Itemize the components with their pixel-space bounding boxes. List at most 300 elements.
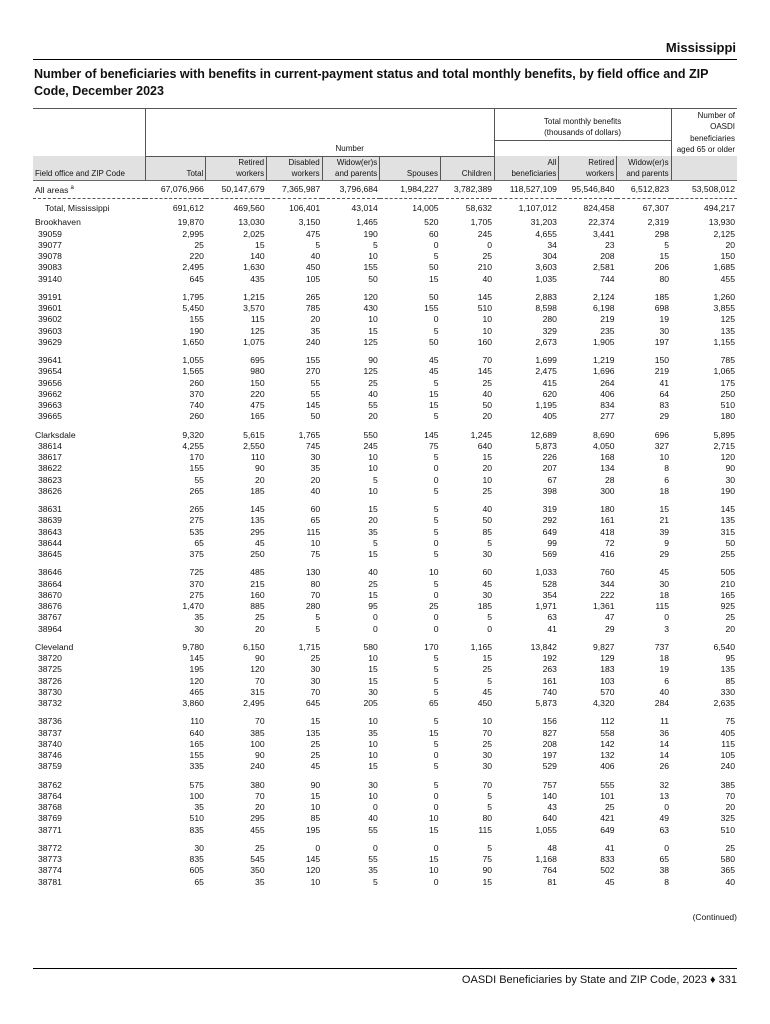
cell-value: 2,124 — [593, 291, 615, 302]
row-label: 38622 — [38, 463, 62, 474]
cell-value: 640 — [477, 440, 493, 451]
cell-value: 145 — [720, 504, 735, 515]
cell-value: 415 — [542, 377, 557, 388]
cell-value: 165 — [189, 738, 204, 749]
row-label: 39078 — [38, 251, 62, 262]
cell-value: 210 — [477, 262, 493, 273]
cell-value: 29 — [604, 623, 615, 634]
cell-value: 5 — [433, 675, 439, 686]
cell-value: 129 — [600, 653, 615, 664]
cell-value: 405 — [720, 727, 735, 738]
cell-value: 5 — [373, 876, 378, 887]
cell-value: 3 — [664, 623, 670, 634]
cell-value: 155 — [189, 463, 204, 474]
col-benefits-widowers: Widow(er)s and parents — [617, 156, 672, 181]
cell-value: 70 — [255, 790, 265, 801]
cell-value: 535 — [189, 526, 204, 537]
cell-value: 25 — [482, 664, 493, 675]
benefits-group-header: Total monthly benefits (thousands of dollars) — [494, 109, 671, 141]
cell-value: 5 — [433, 716, 439, 727]
cell-value: 2,495 — [243, 698, 265, 709]
cell-value: 5 — [373, 537, 378, 548]
cell-value: 1,055 — [535, 824, 557, 835]
cell-value: 15 — [310, 716, 321, 727]
cell-value: 25 — [310, 738, 321, 749]
zip-row — [33, 326, 737, 337]
cell-value: 485 — [250, 567, 265, 578]
cell-value: 264 — [600, 377, 615, 388]
cell-value: 206 — [654, 262, 670, 273]
cell-value: 15 — [368, 761, 378, 772]
cell-value: 3,603 — [535, 262, 557, 273]
cell-value: 240 — [305, 336, 321, 347]
cell-value: 5 — [487, 675, 493, 686]
cell-value: 40 — [368, 813, 378, 824]
col-total: Total — [145, 156, 206, 181]
row-label: 38623 — [38, 474, 62, 485]
cell-value: 1,470 — [182, 601, 204, 612]
bottom-rule — [33, 968, 737, 969]
row-label: 39077 — [38, 239, 62, 250]
cell-value: 90 — [310, 779, 321, 790]
cell-value: 95 — [725, 653, 735, 664]
cell-value: 226 — [542, 452, 557, 463]
cell-value: 180 — [600, 504, 615, 515]
cell-value: 75 — [310, 549, 321, 560]
cell-value: 450 — [477, 698, 493, 709]
cell-value: 0 — [373, 612, 378, 623]
cell-value: 25 — [725, 612, 735, 623]
cell-value: 70 — [482, 355, 493, 366]
zip-row — [33, 813, 737, 824]
cell-value: 550 — [363, 429, 378, 440]
row-label: 39629 — [38, 336, 62, 347]
cell-value: 6,198 — [593, 303, 615, 314]
cell-value: 327 — [654, 440, 670, 451]
cell-value: 6,150 — [243, 641, 265, 652]
zip-row — [33, 274, 737, 285]
page-footer: OASDI Beneficiaries by State and ZIP Code, 2023 ♦ 331 — [461, 974, 737, 986]
cell-value: 14,005 — [412, 203, 439, 214]
cell-value: 745 — [305, 440, 321, 451]
cell-value: 140 — [250, 251, 265, 262]
row-label: 38773 — [38, 854, 62, 865]
cell-value: 3,860 — [182, 698, 204, 709]
zip-row — [33, 549, 737, 560]
cell-value: 85 — [310, 813, 321, 824]
cell-value: 1,705 — [470, 217, 493, 228]
cell-value: 135 — [305, 727, 321, 738]
cell-value: 125 — [363, 336, 378, 347]
cell-value: 25 — [255, 842, 265, 853]
cell-value: 510 — [477, 303, 493, 314]
cell-value: 20 — [725, 623, 735, 634]
cell-value: 145 — [305, 400, 321, 411]
cell-value: 545 — [250, 854, 265, 865]
cell-value: 45 — [659, 567, 670, 578]
cell-value: 115 — [655, 601, 670, 612]
zip-row — [33, 400, 737, 411]
cell-value: 190 — [720, 485, 735, 496]
cell-value: 691,612 — [172, 203, 204, 214]
footnote-marker: a — [70, 185, 74, 191]
cell-value: 67,076,966 — [145, 181, 206, 199]
cell-value: 9,780 — [182, 641, 204, 652]
cell-value: 118,527,109 — [494, 181, 559, 199]
cell-value: 3,796,684 — [322, 181, 380, 199]
cell-value: 696 — [654, 429, 670, 440]
cell-value: 4,050 — [593, 440, 615, 451]
cell-value: 1,055 — [182, 355, 204, 366]
cell-value: 10 — [368, 485, 378, 496]
cell-value: 277 — [600, 411, 615, 422]
cell-value: 5 — [433, 515, 439, 526]
row-label: 39191 — [38, 291, 62, 302]
cell-value: 5 — [373, 239, 378, 250]
cell-value: 50 — [428, 262, 439, 273]
cell-value: 5 — [487, 537, 493, 548]
cell-value: 0 — [664, 612, 670, 623]
cell-value: 9,827 — [593, 641, 615, 652]
cell-value: 35 — [368, 727, 378, 738]
cell-value: 142 — [600, 738, 615, 749]
row-label: 39656 — [38, 377, 62, 388]
cell-value: 25 — [482, 485, 493, 496]
cell-value: 10 — [428, 865, 439, 876]
cell-value: 161 — [600, 515, 615, 526]
row-label: 38781 — [38, 876, 62, 887]
cell-value: 0 — [433, 623, 439, 634]
cell-value: 3,570 — [243, 303, 265, 314]
cell-value: 38 — [659, 865, 670, 876]
row-label: 38762 — [38, 779, 62, 790]
cell-value: 760 — [600, 567, 615, 578]
cell-value: 60 — [310, 504, 321, 515]
col-disabled-workers: Disabled workers — [267, 156, 323, 181]
zip-row — [33, 761, 737, 772]
cell-value: 30 — [194, 623, 204, 634]
cell-value: 430 — [363, 303, 378, 314]
row-label: 39654 — [38, 366, 62, 377]
cell-value: 161 — [542, 675, 557, 686]
cell-value: 19 — [659, 664, 670, 675]
cell-value: 1,715 — [298, 641, 321, 652]
cell-value: 132 — [600, 750, 615, 761]
cell-value: 8 — [664, 463, 670, 474]
cell-value: 260 — [189, 411, 204, 422]
cell-value: 6 — [664, 675, 670, 686]
cell-value: 9,320 — [182, 429, 204, 440]
cell-value: 4,320 — [593, 698, 615, 709]
cell-value: 298 — [654, 228, 670, 239]
row-label: 38769 — [38, 813, 62, 824]
cell-value: 260 — [189, 377, 204, 388]
cell-value: 835 — [189, 824, 204, 835]
cell-value: 5 — [433, 411, 439, 422]
cell-value: 105 — [305, 273, 321, 284]
cell-value: 1,065 — [713, 366, 735, 377]
cell-value: 280 — [305, 601, 321, 612]
cell-value: 13,930 — [708, 217, 735, 228]
cell-value: 11 — [660, 716, 670, 727]
cell-value: 95,546,840 — [559, 181, 617, 199]
cell-value: 0 — [433, 463, 439, 474]
cell-value: 18 — [659, 653, 670, 664]
cell-value: 120 — [720, 452, 735, 463]
row-label: 39641 — [38, 355, 62, 366]
zip-row — [33, 664, 737, 675]
cell-value: 15 — [368, 325, 378, 336]
cell-value: 20 — [255, 474, 265, 485]
cell-value: 250 — [250, 549, 265, 560]
cell-value: 40 — [310, 485, 321, 496]
cell-value: 329 — [542, 325, 557, 336]
cell-value: 90 — [255, 463, 265, 474]
cell-value: 15 — [428, 727, 439, 738]
cell-value: 5 — [315, 612, 321, 623]
cell-value: 39 — [659, 526, 670, 537]
cell-value: 160 — [477, 336, 493, 347]
cell-value: 195 — [189, 664, 204, 675]
cell-value: 8,598 — [535, 303, 557, 314]
zip-row — [33, 601, 737, 612]
cell-value: 15 — [428, 824, 439, 835]
cell-value: 156 — [542, 716, 557, 727]
cell-value: 10 — [368, 716, 378, 727]
cell-value: 270 — [305, 366, 321, 377]
cell-value: 19,870 — [177, 217, 204, 228]
cell-value: 20 — [310, 314, 321, 325]
cell-value: 640 — [542, 813, 557, 824]
cell-value: 744 — [600, 273, 615, 284]
cell-value: 10 — [482, 474, 493, 485]
cell-value: 155 — [363, 262, 378, 273]
cell-value: 740 — [189, 400, 204, 411]
cell-value: 25 — [482, 377, 493, 388]
cell-value: 183 — [600, 664, 615, 675]
cell-value: 20 — [482, 463, 493, 474]
cell-value: 160 — [250, 589, 265, 600]
cell-value: 1,696 — [593, 366, 615, 377]
row-label: 38631 — [38, 504, 62, 515]
cell-value: 90 — [725, 463, 735, 474]
cell-value: 5 — [433, 504, 439, 515]
cell-value: 58,632 — [465, 203, 493, 214]
cell-value: 649 — [600, 824, 615, 835]
zip-row — [33, 687, 737, 698]
row-label: 39662 — [38, 388, 62, 399]
cell-value: 30 — [659, 578, 670, 589]
cell-value: 81 — [547, 876, 557, 887]
cell-value: 2,715 — [713, 440, 735, 451]
cell-value: 145 — [305, 854, 321, 865]
cell-value: 15 — [428, 273, 439, 284]
cell-value: 23 — [604, 239, 615, 250]
cell-value: 10 — [659, 452, 670, 463]
cell-value: 150 — [654, 355, 670, 366]
cell-value: 250 — [720, 388, 735, 399]
cell-value: 25 — [428, 601, 439, 612]
cell-value: 65 — [194, 537, 204, 548]
cell-value: 29 — [659, 549, 670, 560]
zip-row — [33, 579, 737, 590]
zip-row — [33, 348, 737, 366]
zip-row — [33, 802, 737, 813]
cell-value: 30 — [194, 842, 204, 853]
cell-value: 529 — [542, 761, 557, 772]
cell-value: 90 — [368, 355, 378, 366]
cell-value: 5 — [373, 474, 378, 485]
cell-value: 40 — [659, 686, 670, 697]
cell-value: 100 — [250, 738, 265, 749]
cell-value: 0 — [487, 623, 493, 634]
cell-value: 208 — [600, 251, 615, 262]
cell-value: 1,035 — [535, 273, 557, 284]
cell-value: 185 — [654, 291, 670, 302]
cell-value: 30 — [659, 325, 670, 336]
cell-value: 30 — [368, 686, 378, 697]
cell-value: 405 — [542, 411, 557, 422]
cell-value: 0 — [433, 876, 439, 887]
cell-value: 6 — [664, 474, 670, 485]
row-label: 38764 — [38, 790, 62, 801]
cell-value: 319 — [542, 504, 557, 515]
cell-value: 75 — [482, 854, 493, 865]
cell-value: 25 — [310, 750, 321, 761]
cell-value: 35 — [310, 463, 321, 474]
cell-value: 10 — [368, 738, 378, 749]
cell-value: 263 — [542, 664, 557, 675]
cell-value: 170 — [424, 641, 439, 652]
cell-value: 1,219 — [593, 355, 615, 366]
cell-value: 2,475 — [535, 366, 557, 377]
cell-value: 1,685 — [713, 262, 735, 273]
cell-value: 197 — [654, 336, 670, 347]
zip-row — [33, 538, 737, 549]
cell-value: 10 — [368, 314, 378, 325]
cell-value: 1,795 — [182, 291, 204, 302]
cell-value: 3,441 — [593, 228, 615, 239]
cell-value: 510 — [189, 813, 204, 824]
cell-value: 1,033 — [535, 567, 557, 578]
row-label: 38670 — [38, 589, 62, 600]
cell-value: 475 — [305, 228, 321, 239]
cell-value: 10 — [368, 463, 378, 474]
cell-value: 65 — [310, 515, 321, 526]
cell-value: 240 — [720, 761, 735, 772]
cell-value: 30 — [482, 549, 493, 560]
cell-value: 30 — [482, 750, 493, 761]
zip-row — [33, 791, 737, 802]
cell-value: 45 — [482, 578, 493, 589]
cell-value: 385 — [250, 727, 265, 738]
row-label: 39603 — [38, 325, 62, 336]
cell-value: 10 — [482, 716, 493, 727]
cell-value: 145 — [477, 291, 493, 302]
row-label: 39083 — [38, 262, 62, 273]
cell-value: 5 — [433, 779, 439, 790]
cell-value: 145 — [424, 429, 439, 440]
col-widowers: Widow(er)s and parents — [322, 156, 380, 181]
cell-value: 5 — [433, 377, 439, 388]
row-label: All areas $^a$ — [33, 181, 145, 199]
cell-value: 192 — [542, 653, 557, 664]
cell-value: 205 — [363, 698, 378, 709]
cell-value: 0 — [433, 612, 439, 623]
cell-value: 510 — [720, 400, 735, 411]
cell-value: 34 — [547, 239, 557, 250]
cell-value: 5 — [433, 761, 439, 772]
row-label: 39665 — [38, 411, 62, 422]
cell-value: 215 — [250, 578, 265, 589]
row-label: 38759 — [38, 761, 62, 772]
cell-value: 45 — [604, 876, 615, 887]
cell-value: 502 — [600, 865, 615, 876]
cell-value: 125 — [250, 325, 265, 336]
row-label: 39602 — [38, 314, 62, 325]
cell-value: 55 — [368, 400, 378, 411]
cell-value: 45 — [255, 537, 265, 548]
cell-value: 418 — [600, 526, 615, 537]
cell-value: 80 — [659, 273, 670, 284]
cell-value: 115 — [721, 738, 735, 749]
cell-value: 15 — [482, 452, 493, 463]
cell-value: 1,361 — [593, 601, 615, 612]
cell-value: 25 — [368, 578, 378, 589]
cell-value: 145 — [477, 366, 493, 377]
cell-value: 5 — [433, 251, 439, 262]
continued-note: (Continued) — [692, 912, 737, 922]
cell-value: 0 — [487, 239, 493, 250]
zip-row — [33, 378, 737, 389]
cell-value: 292 — [542, 515, 557, 526]
cell-value: 35 — [194, 612, 204, 623]
cell-value: 55 — [310, 377, 321, 388]
cell-value: 5,873 — [535, 440, 557, 451]
cell-value: 370 — [189, 388, 204, 399]
cell-value: 106,401 — [289, 203, 321, 214]
cell-value: 20 — [255, 802, 265, 813]
zip-row — [33, 463, 737, 474]
field-office-row — [33, 217, 737, 228]
cell-value: 55 — [368, 854, 378, 865]
cell-value: 55 — [368, 824, 378, 835]
cell-value: 5 — [433, 526, 439, 537]
cell-value: 90 — [255, 653, 265, 664]
cell-value: 10 — [482, 325, 493, 336]
cell-value: 280 — [542, 314, 557, 325]
row-label: 38964 — [38, 623, 62, 634]
cell-value: 30 — [368, 779, 378, 790]
cell-value: 30 — [482, 761, 493, 772]
cell-value: 60 — [482, 567, 493, 578]
cell-value: 13,842 — [530, 641, 557, 652]
cell-value: 5 — [487, 802, 493, 813]
cell-value: 210 — [720, 578, 735, 589]
cell-value: 0 — [373, 842, 378, 853]
cell-value: 0 — [433, 750, 439, 761]
cell-value: 240 — [250, 761, 265, 772]
zip-row — [33, 773, 737, 791]
row-label: 38737 — [38, 727, 62, 738]
cell-value: 528 — [542, 578, 557, 589]
cell-value: 25 — [725, 842, 735, 853]
cell-value: 22,374 — [588, 217, 615, 228]
cell-value: 980 — [250, 366, 265, 377]
cell-value: 406 — [600, 761, 615, 772]
cell-value: 575 — [189, 779, 204, 790]
cell-value: 60 — [428, 228, 439, 239]
